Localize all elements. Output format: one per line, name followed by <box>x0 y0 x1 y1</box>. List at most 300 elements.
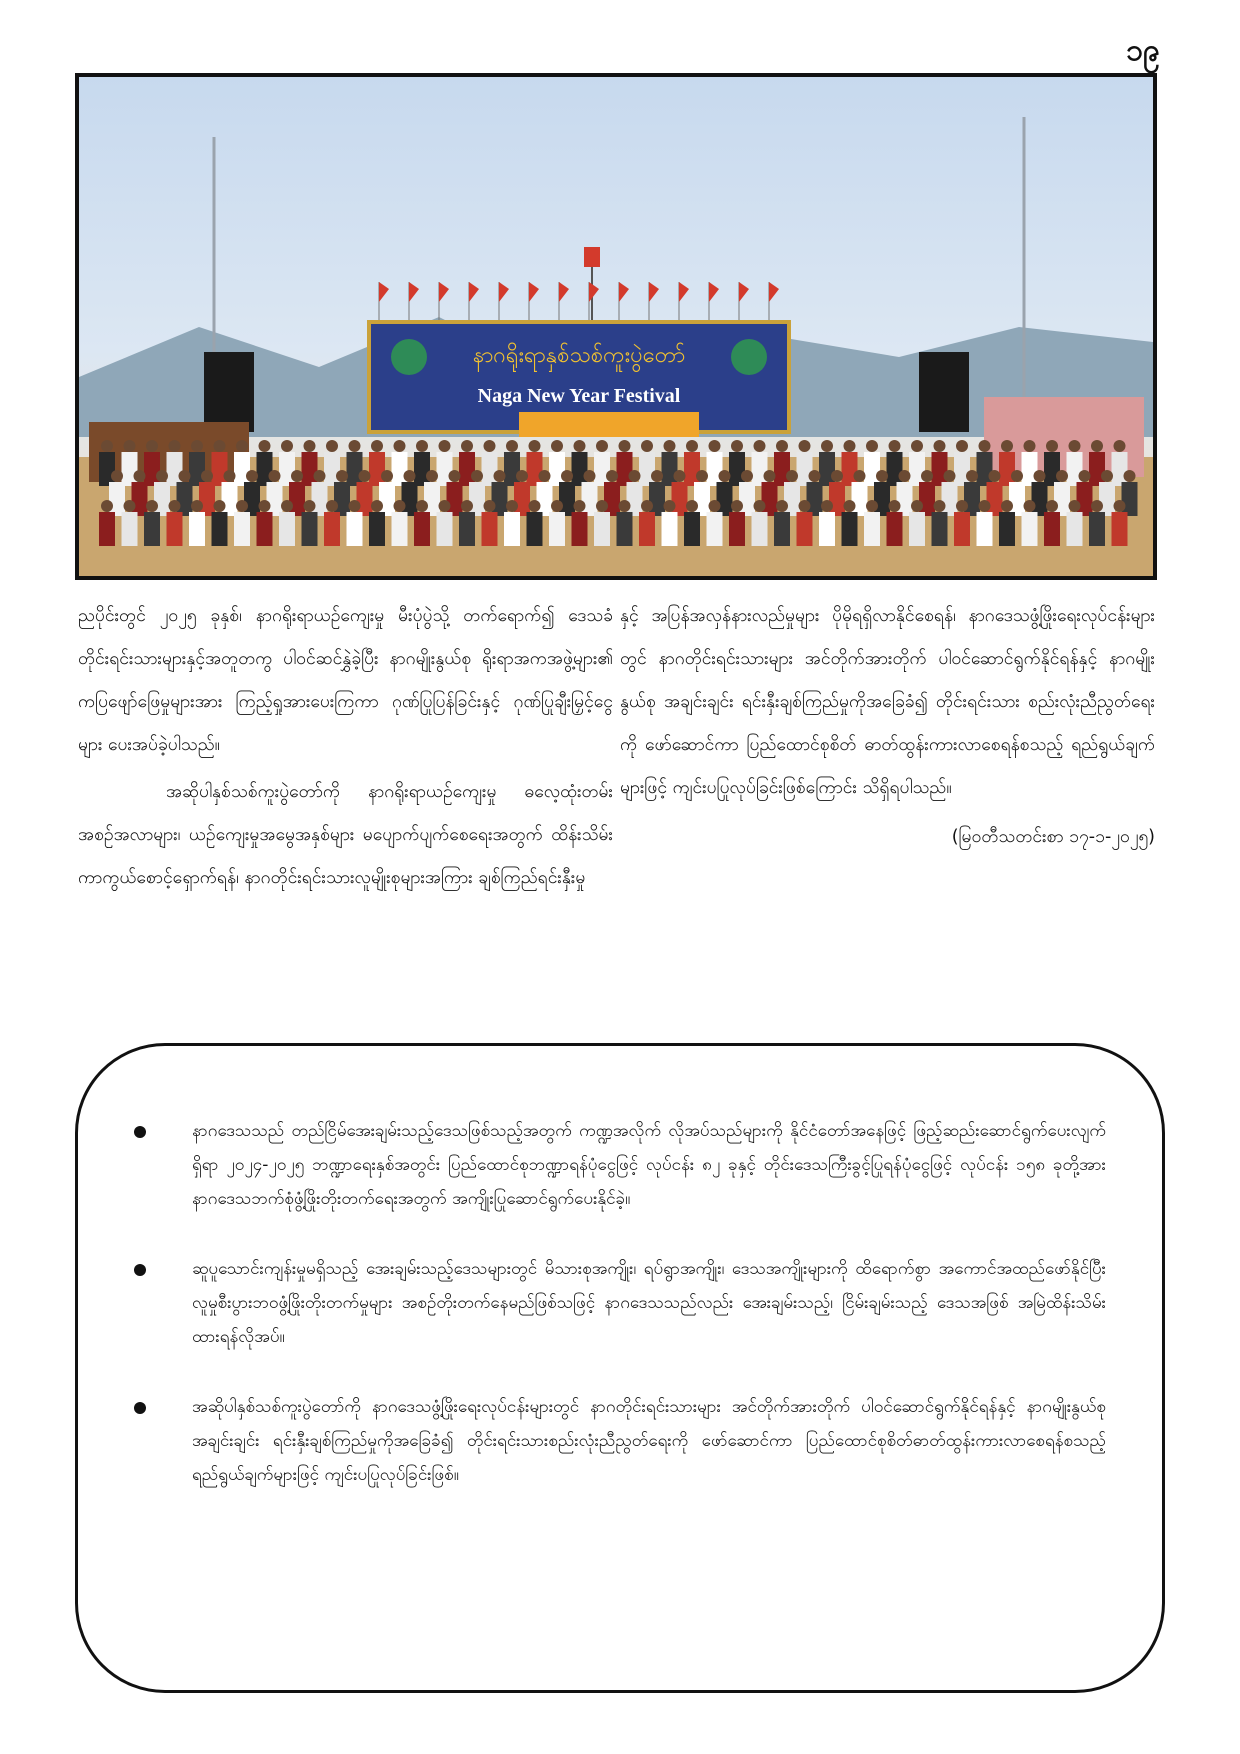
crowd-head <box>124 440 136 452</box>
crowd-head <box>1034 470 1046 482</box>
crowd-head <box>844 500 856 512</box>
pennant <box>409 282 419 302</box>
crowd-head <box>709 440 721 452</box>
crowd-person <box>684 452 700 486</box>
crowd-head <box>584 470 596 482</box>
crowd-person <box>549 512 565 546</box>
crowd-head <box>664 500 676 512</box>
crowd-head <box>664 440 676 452</box>
crowd-person <box>482 512 498 546</box>
crowd-person <box>594 512 610 546</box>
crowd-person <box>1112 512 1128 546</box>
crowd-person <box>909 452 925 486</box>
crowd-head <box>156 470 168 482</box>
crowd-person <box>797 452 813 486</box>
crowd-head <box>314 470 326 482</box>
crowd-head <box>236 440 248 452</box>
flag <box>584 247 600 267</box>
crowd-person <box>842 452 858 486</box>
crowd-head <box>956 500 968 512</box>
crowd-person <box>852 482 868 516</box>
pennant <box>469 282 479 302</box>
crowd-person <box>1009 482 1025 516</box>
crowd-head <box>484 500 496 512</box>
crowd-head <box>831 470 843 482</box>
crowd-head <box>821 440 833 452</box>
crowd-head <box>764 470 776 482</box>
crowd-person <box>774 512 790 546</box>
crowd-person <box>369 512 385 546</box>
crowd-person <box>662 452 678 486</box>
crowd-head <box>169 500 181 512</box>
article-source: (မြဝတီသတင်းစာ ၁၇-၁-၂၀၂၅) <box>951 827 1155 847</box>
banner-emblem <box>731 339 767 375</box>
crowd-head <box>641 500 653 512</box>
crowd-person <box>797 512 813 546</box>
crowd-person <box>1044 512 1060 546</box>
crowd-person <box>617 452 633 486</box>
crowd-person <box>234 452 250 486</box>
crowd-head <box>934 500 946 512</box>
crowd-head <box>494 470 506 482</box>
highlight-text: အဆိုပါနှစ်သစ်ကူးပွဲတော်ကို နာဂဒေသဖွံ့ဖြိုးရေးလုပ်ငန်းများတွင် နာဂတိုင်းရင်းသားများ အင်တိုက်အားတိုက် ပါဝင်ဆောင်ရွက်နိုင်ရန်နှင့် နာဂမျိုးနွယ်စုအချင်းချင်း ရင်းနှီးချစ်ကြည်မှုကိုအခြေခံ၍ တိုင်းရင်းသားစည်းလုံးညီညွတ်ရေးကို ဖော်ဆောင်ကာ ပြည်ထောင်စုစိတ်ဓာတ်ထွန်းကားလာစေရန်စသည့် ရည်ရွယ်ချက်များဖြင့် ကျင်းပပြုလုပ်ခြင်းဖြစ်။ <box>192 1397 1106 1485</box>
crowd-person <box>707 452 723 486</box>
crowd-person <box>977 512 993 546</box>
crowd-head <box>359 470 371 482</box>
banner-title: Naga New Year Festival <box>477 385 681 407</box>
pennant <box>529 282 539 302</box>
banner-emblem <box>391 339 427 375</box>
crowd-head <box>304 440 316 452</box>
crowd-head <box>191 440 203 452</box>
crowd-person <box>627 482 643 516</box>
crowd-person <box>717 482 733 516</box>
crowd-head <box>394 500 406 512</box>
crowd-person <box>572 452 588 486</box>
crowd-person <box>257 452 273 486</box>
crowd-head <box>786 470 798 482</box>
crowd-head <box>1056 470 1068 482</box>
crowd-person <box>492 482 508 516</box>
crowd-head <box>169 440 181 452</box>
crowd-person <box>662 512 678 546</box>
crowd-person <box>874 482 890 516</box>
crowd-head <box>674 470 686 482</box>
crowd-head <box>529 440 541 452</box>
crowd-head <box>1024 500 1036 512</box>
crowd-person <box>414 452 430 486</box>
pennant <box>379 282 389 302</box>
crowd-head <box>719 470 731 482</box>
crowd-person <box>357 482 373 516</box>
crowd-head <box>416 500 428 512</box>
highlights-box <box>75 1043 1165 1693</box>
crowd-head <box>439 500 451 512</box>
crowd-head <box>124 500 136 512</box>
crowd-person <box>752 452 768 486</box>
stage-table <box>519 412 699 437</box>
crowd-person <box>1112 452 1128 486</box>
crowd-head <box>259 500 271 512</box>
crowd-head <box>1011 470 1023 482</box>
crowd-head <box>754 500 766 512</box>
crowd-head <box>134 470 146 482</box>
crowd-person <box>774 452 790 486</box>
crowd-head <box>934 440 946 452</box>
crowd-person <box>694 482 710 516</box>
pennant <box>739 282 749 302</box>
crowd-head <box>1046 440 1058 452</box>
crowd-person <box>289 482 305 516</box>
crowd-person <box>549 452 565 486</box>
crowd-person <box>977 452 993 486</box>
bullet-icon <box>134 1402 146 1414</box>
crowd-head <box>596 440 608 452</box>
crowd-person <box>122 452 138 486</box>
crowd-head <box>349 440 361 452</box>
crowd-person <box>639 452 655 486</box>
crowd-head <box>1024 440 1036 452</box>
crowd-head <box>696 470 708 482</box>
crowd-person <box>234 512 250 546</box>
crowd-head <box>966 470 978 482</box>
crowd-person <box>437 512 453 546</box>
crowd-head <box>101 440 113 452</box>
crowd-person <box>437 452 453 486</box>
crowd-head <box>821 500 833 512</box>
crowd-person <box>887 452 903 486</box>
crowd-head <box>979 500 991 512</box>
crowd-head <box>191 500 203 512</box>
crowd-person <box>739 482 755 516</box>
article-column-left <box>78 595 613 904</box>
crowd-person <box>414 512 430 546</box>
crowd-head <box>979 440 991 452</box>
highlight-item <box>134 1390 1106 1492</box>
crowd-head <box>809 470 821 482</box>
pennant <box>589 282 599 302</box>
crowd-head <box>1046 500 1058 512</box>
crowd-person <box>167 512 183 546</box>
crowd-head <box>371 500 383 512</box>
crowd-person <box>279 452 295 486</box>
crowd-head <box>1001 440 1013 452</box>
crowd-head <box>776 440 788 452</box>
crowd-head <box>516 470 528 482</box>
festival-photo <box>75 73 1157 580</box>
crowd-person <box>729 452 745 486</box>
crowd-head <box>371 440 383 452</box>
crowd-head <box>214 500 226 512</box>
crowd-person <box>707 512 723 546</box>
crowd-head <box>304 500 316 512</box>
crowd-person <box>189 512 205 546</box>
crowd-person <box>189 452 205 486</box>
crowd-head <box>326 440 338 452</box>
crowd-head <box>426 470 438 482</box>
crowd-head <box>224 470 236 482</box>
crowd-person <box>594 452 610 486</box>
crowd-head <box>799 500 811 512</box>
crowd-head <box>709 500 721 512</box>
pennant <box>709 282 719 302</box>
crowd-person <box>312 482 328 516</box>
crowd-person <box>447 482 463 516</box>
highlight-item <box>134 1114 1106 1216</box>
crowd-head <box>799 440 811 452</box>
crowd-head <box>854 470 866 482</box>
crowd-person <box>684 512 700 546</box>
pennant <box>679 282 689 302</box>
crowd-head <box>1069 500 1081 512</box>
crowd-person <box>302 512 318 546</box>
crowd-head <box>641 440 653 452</box>
crowd-person <box>1022 452 1038 486</box>
crowd-person <box>212 512 228 546</box>
crowd-person <box>639 512 655 546</box>
crowd-head <box>146 440 158 452</box>
crowd-person <box>1067 512 1083 546</box>
crowd-person <box>347 512 363 546</box>
crowd-person <box>324 512 340 546</box>
crowd-person <box>369 452 385 486</box>
crowd-head <box>561 470 573 482</box>
crowd-head <box>529 500 541 512</box>
crowd-head <box>326 500 338 512</box>
crowd-person <box>109 482 125 516</box>
crowd-person <box>1099 482 1115 516</box>
crowd-person <box>864 512 880 546</box>
crowd-head <box>731 440 743 452</box>
crowd-person <box>864 452 880 486</box>
crowd-head <box>101 500 113 512</box>
crowd-person <box>99 452 115 486</box>
crowd-person <box>392 452 408 486</box>
crowd-head <box>394 440 406 452</box>
crowd-person <box>167 452 183 486</box>
article-paragraph: အဆိုပါနှစ်သစ်ကူးပွဲတော်ကို နာဂရိုးရာယဉ်ကျေးမှု ဓလေ့ထုံးတမ်းအစဉ်အလာများ၊ ယဉ်ကျေးမှုအမွေအနှစ်များ မပျောက်ပျက်စေရေးအတွက် ထိန်းသိမ်းကာကွယ်စောင့်ရှောက်ရန်၊ နာဂတိုင်းရင်းသားလူမျိုးစုများအကြား ချစ်ကြည်ရင်းနှီးမှု <box>78 782 613 888</box>
crowd-head <box>381 470 393 482</box>
crowd-head <box>146 500 158 512</box>
crowd-person <box>199 482 215 516</box>
crowd-person <box>999 452 1015 486</box>
crowd-person <box>177 482 193 516</box>
crowd-head <box>989 470 1001 482</box>
crowd-person <box>1089 512 1105 546</box>
crowd-person <box>932 452 948 486</box>
crowd-head <box>944 470 956 482</box>
crowd-person <box>527 512 543 546</box>
crowd-head <box>281 500 293 512</box>
pennant <box>499 282 509 302</box>
crowd-head <box>889 440 901 452</box>
crowd-head <box>201 470 213 482</box>
crowd-head <box>619 500 631 512</box>
crowd-head <box>179 470 191 482</box>
crowd-person <box>1122 482 1138 516</box>
bullet-icon <box>134 1126 146 1138</box>
crowd-person <box>212 452 228 486</box>
crowd-person <box>514 482 530 516</box>
crowd-person <box>559 482 575 516</box>
crowd-person <box>942 482 958 516</box>
page-number: ၁၉ <box>1126 33 1160 68</box>
crowd-person <box>784 482 800 516</box>
crowd-person <box>222 482 238 516</box>
highlight-text: ဆူပူသောင်းကျန်းမှုမရှိသည့် အေးချမ်းသည့်ဒေသများတွင် မိသားစုအကျိုး၊ ရပ်ရွာအကျိုး၊ ဒေသအကျိုးများကို ထိရောက်စွာ အကောင်အထည်ဖော်နိုင်ပြီး လူမှုစီးပွားဘဝဖွံ့ဖြိုးတိုးတက်မှုများ အစဉ်တိုးတက်နေမည်ဖြစ်သဖြင့် နာဂဒေသသည်လည်း အေးချမ်းသည့်၊ ငြိမ်းချမ်းသည့် ဒေသအဖြစ် အမြဲထိန်းသိမ်းထားရန်လိုအပ်။ <box>192 1259 1106 1347</box>
crowd-person <box>482 452 498 486</box>
pennant <box>559 282 569 302</box>
crowd-person <box>392 512 408 546</box>
crowd-person <box>279 512 295 546</box>
crowd-head <box>866 500 878 512</box>
highlights-list <box>134 1114 1106 1492</box>
article-paragraph: နှင့် အပြန်အလှန်နားလည်မှုများ ပိုမိုရရှိလာနိုင်စေရန်၊ နာဂဒေသဖွံ့ဖြိုးရေးလုပ်ငန်းများတွင် နာဂတိုင်းရင်းသားများ အင်တိုက်အားတိုက် ပါဝင်ဆောင်ရွက်နိုင်ရန်နှင့် နာဂမျိုးနွယ်စု အချင်းချင်း ရင်းနှီးချစ်ကြည်မှုကိုအခြေခံ၍ တိုင်းရင်းသား စည်းလုံးညီညွတ်ရေးကို ဖော်ဆောင်ကာ ပြည်ထောင်စုစိတ် ဓာတ်ထွန်းကားလာစေရန်စသည့် ရည်ရွယ်ချက်များဖြင့် ကျင်းပပြုလုပ်ခြင်းဖြစ်ကြောင်း သိရှိရပါသည်။ <box>620 606 1155 798</box>
crowd-head <box>876 470 888 482</box>
crowd-person <box>572 512 588 546</box>
crowd-head <box>776 500 788 512</box>
crowd-head <box>1079 470 1091 482</box>
crowd-head <box>1124 470 1136 482</box>
crowd-head <box>629 470 641 482</box>
crowd-person <box>807 482 823 516</box>
crowd-head <box>551 440 563 452</box>
crowd-head <box>214 440 226 452</box>
crowd-head <box>619 440 631 452</box>
crowd-person <box>99 512 115 546</box>
crowd-person <box>672 482 688 516</box>
crowd-person <box>999 512 1015 546</box>
crowd-person <box>132 482 148 516</box>
festival-scene <box>79 77 1153 576</box>
crowd-person <box>122 512 138 546</box>
crowd-head <box>1114 440 1126 452</box>
crowd-head <box>606 470 618 482</box>
crowd-head <box>741 470 753 482</box>
crowd-head <box>484 440 496 452</box>
crowd-head <box>236 500 248 512</box>
crowd-head <box>574 500 586 512</box>
highlight-text: နာဂဒေသသည် တည်ငြိမ်အေးချမ်းသည့်ဒေသဖြစ်သည့်အတွက် ကဏ္ဍအလိုက် လိုအပ်သည်များကို နိုင်ငံတော်အနေဖြင့် ဖြည့်ဆည်းဆောင်ရွက်ပေးလျက်ရှိရာ ၂၀၂၄-၂၀၂၅ ဘဏ္ဍာရေးနှစ်အတွင်း ပြည်ထောင်စုဘဏ္ဍာရန်ပုံငွေဖြင့် လုပ်ငန်း ၈၂ ခုနှင့် တိုင်းဒေသကြီးခွင့်ပြုရန်ပုံငွေဖြင့် လုပ်ငန်း ၁၅၈ ခုတို့အား နာဂဒေသဘက်စုံဖွံ့ဖြိုးတိုးတက်ရေးအတွက် အကျိုးပြုဆောင်ရွက်ပေးနိုင်ခဲ့။ <box>192 1121 1106 1209</box>
crowd-head <box>731 500 743 512</box>
crowd-person <box>954 512 970 546</box>
crowd-head <box>404 470 416 482</box>
crowd-person <box>469 482 485 516</box>
crowd-person <box>244 482 260 516</box>
crowd-person <box>324 452 340 486</box>
crowd-head <box>336 470 348 482</box>
crowd-person <box>1089 452 1105 486</box>
crowd-person <box>752 512 768 546</box>
crowd-person <box>909 512 925 546</box>
crowd-head <box>259 440 271 452</box>
crowd-head <box>349 500 361 512</box>
crowd-person <box>987 482 1003 516</box>
crowd-person <box>582 482 598 516</box>
crowd-person <box>504 512 520 546</box>
pennant <box>619 282 629 302</box>
crowd-person <box>819 512 835 546</box>
crowd-head <box>866 440 878 452</box>
crowd-person <box>819 452 835 486</box>
crowd-person <box>829 482 845 516</box>
crowd-head <box>1001 500 1013 512</box>
crowd-head <box>651 470 663 482</box>
crowd-head <box>899 470 911 482</box>
crowd-person <box>347 452 363 486</box>
crowd-person <box>919 482 935 516</box>
speaker-stack <box>204 352 254 432</box>
crowd-person <box>424 482 440 516</box>
bullet-icon <box>134 1264 146 1276</box>
article-paragraph: ညပိုင်းတွင် ၂၀၂၅ ခုနှစ်၊ နာဂရိုးရာယဉ်ကျေးမှု မီးပုံပွဲသို့ တက်ရောက်၍ ဒေသခံတိုင်းရင်းသားများနှင့်အတူတကွ ပါဝင်ဆင်နွှဲခဲ့ပြီး နာဂမျိုးနွယ်စု ရိုးရာအကအဖွဲ့များ၏ ကပြဖျော်ဖြေမှုများအား ကြည့်ရှုအားပေးကြကာ ဂုဏ်ပြုပြန်ခြင်းနှင့် ဂုဏ်ပြုချီးမြှင့်ငွေများ ပေးအပ်ခဲ့ပါသည်။ <box>78 606 613 755</box>
crowd-person <box>459 452 475 486</box>
crowd-head <box>1114 500 1126 512</box>
crowd-person <box>729 512 745 546</box>
crowd-person <box>649 482 665 516</box>
crowd-head <box>574 440 586 452</box>
crowd-person <box>1067 452 1083 486</box>
crowd-person <box>459 512 475 546</box>
crowd-head <box>111 470 123 482</box>
crowd-head <box>686 440 698 452</box>
crowd-head <box>1101 470 1113 482</box>
article-column-right <box>620 595 1155 863</box>
crowd-person <box>1077 482 1093 516</box>
crowd-person <box>604 482 620 516</box>
crowd-head <box>889 500 901 512</box>
crowd-head <box>1091 500 1103 512</box>
crowd-head <box>1091 440 1103 452</box>
crowd-person <box>897 482 913 516</box>
crowd-person <box>334 482 350 516</box>
crowd-head <box>911 440 923 452</box>
crowd-person <box>402 482 418 516</box>
crowd-person <box>537 482 553 516</box>
crowd-head <box>754 440 766 452</box>
crowd-head <box>291 470 303 482</box>
crowd-person <box>964 482 980 516</box>
crowd-head <box>439 440 451 452</box>
crowd-head <box>461 500 473 512</box>
crowd-head <box>844 440 856 452</box>
crowd-person <box>527 452 543 486</box>
speaker-stack <box>919 352 969 432</box>
crowd-person <box>762 482 778 516</box>
crowd-head <box>471 470 483 482</box>
crowd-head <box>416 440 428 452</box>
banner-myanmar-title: နာဂရိုးရာနှစ်သစ်ကူးပွဲတော် <box>472 343 686 368</box>
crowd-head <box>596 500 608 512</box>
crowd-head <box>506 500 518 512</box>
pennant-row <box>379 282 779 322</box>
crowd-person <box>257 512 273 546</box>
crowd-head <box>281 440 293 452</box>
crowd-person <box>1044 452 1060 486</box>
crowd-person <box>302 452 318 486</box>
crowd-person <box>379 482 395 516</box>
crowd-person <box>504 452 520 486</box>
crowd-head <box>269 470 281 482</box>
crowd-person <box>144 452 160 486</box>
pennant <box>649 282 659 302</box>
crowd-person <box>842 512 858 546</box>
crowd-head <box>911 500 923 512</box>
crowd-person <box>144 512 160 546</box>
pennant <box>769 282 779 302</box>
crowd-person <box>1054 482 1070 516</box>
crowd-person <box>154 482 170 516</box>
